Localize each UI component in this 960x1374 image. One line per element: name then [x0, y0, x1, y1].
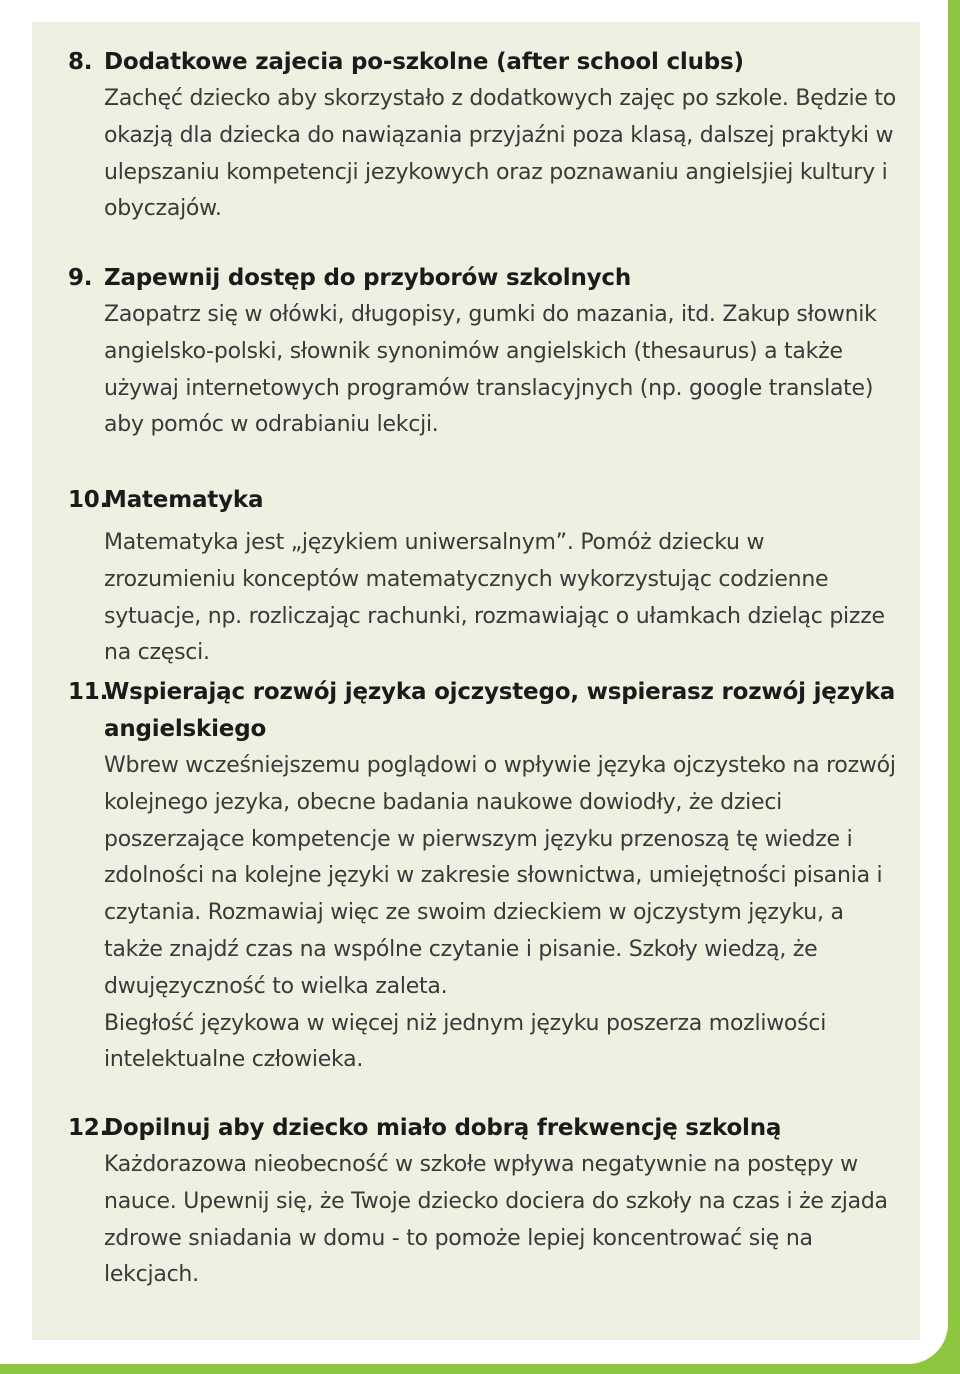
section-body: [104, 748, 898, 1079]
section-number: 11.: [68, 679, 109, 705]
section-title: Dopilnuj aby dziecko miało dobrą frekwencję szkolną: [104, 1115, 782, 1141]
paragraph: Zachęć dziecko aby skorzystało z dodatkowych zajęc po szkole. Będzie to okazją dla dziecka do nawiązania przyjaźni poza klasą, dalszej praktyki w ulepszaniu kompetencji jezykowych oraz poznawaniu angielsjiej kultury i obyczajów.: [104, 86, 896, 222]
section-heading: [68, 674, 898, 748]
section-body: [104, 525, 898, 672]
paragraph: Każdorazowa nieobecność w szkołe wpływa negatywnie na postępy w nauce. Upewnij się, że Twoje dziecko dociera do szkoły na czas i że zjada zdrowe sniadania w domu - to pomoże lepiej koncentrować się na lekcjach.: [104, 1152, 888, 1288]
section-10: [68, 482, 898, 672]
section-title: Wspierając rozwój języka ojczystego, wspierasz rozwój języka angielskiego: [104, 679, 896, 742]
section-number: 12.: [68, 1115, 109, 1141]
section-title: Matematyka: [104, 487, 264, 513]
section-12: [68, 1110, 898, 1294]
section-body: [104, 81, 898, 228]
section-heading: [68, 482, 898, 519]
section-body: [104, 1147, 898, 1294]
section-title: Zapewnij dostęp do przyborów szkolnych: [104, 265, 632, 291]
section-number: 8.: [68, 49, 93, 75]
paragraph: Matematyka jest „językiem uniwersalnym”. Pomóż dziecku w zrozumieniu konceptów matematycznych wykorzystując codzienne sytuacje, np. rozliczając rachunki, rozmawiając o ułamkach dzieląc pizze na częsci.: [104, 530, 885, 666]
section-heading: [68, 1110, 898, 1147]
section-11: [68, 674, 898, 1079]
section-heading: [68, 44, 898, 81]
section-number: 10.: [68, 487, 109, 513]
section-title: Dodatkowe zajecia po-szkolne (after school clubs): [104, 49, 744, 75]
section-heading: [68, 260, 898, 297]
paragraph: Wbrew wcześniejszemu poglądowi o wpływie języka ojczysteko na rozwój kolejnego jezyka, obecne badania naukowe dowiodły, że dzieci poszerzające kompetencje w pierwszym języku przenoszą tę wiedze i zdolności na kolejne języki w zakresie słownictwa, umiejętności pisania i czytania. Rozmawiaj więc ze swoim dzieckiem w ojczystym języku, a także znajdź czas na wspólne czytanie i pisanie. Szkoły wiedzą, że dwujęzyczność to wielka zaleta.: [104, 753, 896, 999]
paragraph: Zaopatrz się w ołówki, długopisy, gumki do mazania, itd. Zakup słownik angielsko-polski, słownik synonimów angielskich (thesaurus) a także używaj internetowych programów translacyjnych (np. google translate) aby pomóc w odrabianiu lekcji.: [104, 302, 877, 438]
section-body: [104, 297, 898, 444]
section-number: 9.: [68, 265, 93, 291]
paragraph: Biegłość językowa w więcej niż jednym języku poszerza mozliwości intelektualne człowieka.: [104, 1010, 827, 1073]
section-9: [68, 260, 898, 444]
section-8: [68, 44, 898, 228]
